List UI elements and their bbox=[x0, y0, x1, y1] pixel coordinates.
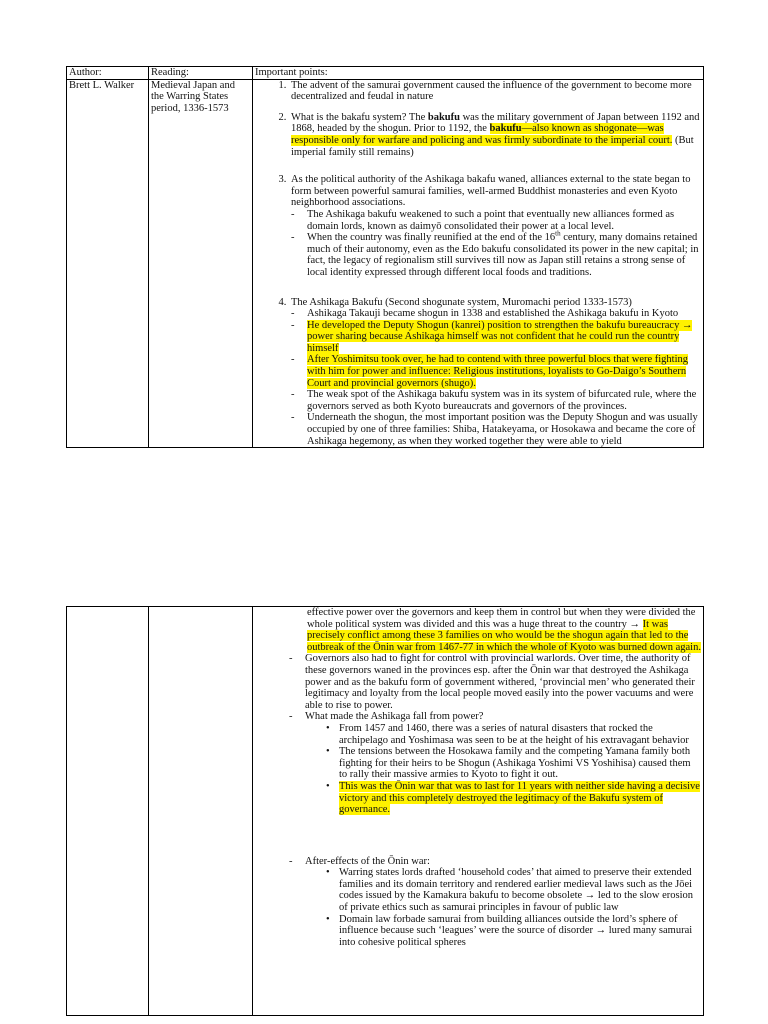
header-row bbox=[67, 67, 704, 80]
notes-table-2 bbox=[66, 606, 704, 1016]
continued-text-a: effective power over the governors and keep them in control but when they were divided the whole political system was divided and this was a huge threat to the country → bbox=[307, 607, 696, 630]
point-4-sub-5: - Underneath the shogun, the most important position was the Deputy Shogun and was usually occupied by one of three families: Shiba, Hatakeyama, or Hosokawa and became the core of Ashikaga hegemony, as when they worked together they were able to yield bbox=[307, 412, 701, 447]
reading-cell: Medieval Japan and the Warring States period, 1336-1573 bbox=[149, 79, 253, 448]
point-4-sub-1: - Ashikaga Takauji became shogun in 1338 and established the Ashikaga bakufu in Kyoto bbox=[307, 308, 701, 320]
header-reading: Reading: bbox=[149, 67, 253, 80]
point-3-sublist bbox=[291, 209, 701, 279]
notes-page-2 bbox=[66, 606, 703, 1016]
fall-from-power-bullets bbox=[305, 723, 701, 816]
point-2-bold-a: bakufu bbox=[427, 111, 460, 123]
point-3-sub-2-sup: th bbox=[555, 229, 561, 238]
content-row-2 bbox=[67, 607, 704, 1016]
point-3-sub-2-a: When the country was finally reunified at the end of the 16 bbox=[307, 232, 556, 244]
point-4-sub-3 bbox=[307, 354, 701, 389]
point-4-sub-4: - The weak spot of the Ashikaga bakufu system was in its system of bifurcated rule, where the governors served as both Kyoto bureaucrats and governors of the provinces. bbox=[307, 389, 701, 412]
point-1-text: The advent of the samurai government caused the influence of the government to become more decentralized and feudal in nature bbox=[291, 79, 692, 103]
point-3-sub-1: - The Ashikaga bakufu weakened to such a point that eventually new alliances formed as domain lords, known as daimyō consolidated their power at a local level. bbox=[307, 209, 701, 232]
fall-from-power-heading: What made the Ashikaga fall from power? bbox=[305, 711, 484, 723]
points-cell-continued bbox=[253, 607, 704, 1016]
header-important-points: Important points: bbox=[253, 67, 704, 80]
point-3-sub-2-b: century, many domains retained much of their autonomy, even as the Edo bakufu consolidated its power in the new capital; in fact, the legacy of regionalism still survives till now as Japan still retains a strong sense of local identity expressed through different local foods and traditions. bbox=[307, 232, 699, 278]
notes-table-1 bbox=[66, 66, 704, 448]
after-bullet-1: • Warring states lords drafted ‘household codes’ that aimed to preserve their extended families and its domain territory and rendered earlier medieval laws such as the Jōei codes issued by the Kamakura bakufu to become obsolete → led to the slow erosion of private ethics such as samurai principles in favour of public law bbox=[339, 867, 701, 913]
points-list bbox=[255, 80, 701, 448]
reading-cell-empty bbox=[149, 607, 253, 1016]
point-2-text-a: What is the bakafu system? The bbox=[291, 111, 428, 123]
point-4-text: The Ashikaga Bakufu (Second shogunate system, Muromachi period 1333-1573) bbox=[291, 296, 632, 308]
point-2-note: (But imperial family still remains) bbox=[291, 134, 694, 158]
fall-bullet-3 bbox=[339, 781, 701, 816]
page-2-sublist bbox=[255, 653, 701, 948]
point-4 bbox=[289, 297, 701, 448]
after-effects-point bbox=[305, 856, 701, 949]
point-4-sublist bbox=[291, 308, 701, 447]
author-cell: Brett L. Walker bbox=[67, 79, 149, 448]
point-4-sub-2 bbox=[307, 320, 701, 355]
point-2-text-b: was the military government of Japan between 1192 and 1868, headed by the shogun. Prior to 1192, the bbox=[291, 111, 700, 135]
point-2 bbox=[289, 112, 701, 158]
after-effects-heading: After-effects of the Ōnin war: bbox=[305, 855, 430, 867]
after-bullet-2: • Domain law forbade samurai from building alliances outside the lord’s sphere of influence because such ‘leagues’ were the source of disorder → lured many samurai into cohesive political spheres bbox=[339, 914, 701, 949]
points-cell bbox=[253, 79, 704, 448]
point-3-sub-2 bbox=[307, 229, 701, 278]
fall-from-power-point bbox=[305, 711, 701, 815]
after-effects-bullets bbox=[305, 867, 701, 948]
fall-bullet-2: • The tensions between the Hosokawa family and the competing Yamana family both fighting for their heirs to be Shogun (Ashikaga Yoshimi VS Yoshihisa) caused them to rally their massive armies to Kyoto to fight it out. bbox=[339, 746, 701, 781]
fall-bullet-3-highlight: This was the Ōnin war that was to last for 11 years with neither side having a decisive victory and this completely destroyed the legitimacy of the Bakufu system of governance. bbox=[339, 780, 700, 816]
point-4-sub-2-highlight: He developed the Deputy Shogun (kanrei) position to strengthen the bakufu bureaucracy → power sharing because Ashikaga himself was not confident that he could run the country himself bbox=[307, 319, 693, 354]
point-3 bbox=[289, 174, 701, 278]
spacer bbox=[305, 816, 701, 856]
point-2-highlight: —also known as shogonate—was responsible only for warfare and policing and was firmly subordinate to the imperial court. bbox=[291, 123, 673, 146]
fall-bullet-1: • From 1457 and 1460, there was a series of natural disasters that rocked the archipelago and Yoshimasa was seen to be at the height of his extravagant behavior bbox=[339, 723, 701, 746]
point-3-text: As the political authority of the Ashikaga bakafu waned, alliances external to the state began to form between powerful samurai families, well-armed Buddhist monasteries and even Kyoto neighborhood associations. bbox=[291, 174, 691, 209]
governors-point: - Governors also had to fight for control with provincial warlords. Over time, the authority of these governors waned in the provinces esp. after the Ōnin war that destroyed the Ashikaga power and as the bakufu form of government withered, ‘provincial men’ who generated their legitimacy and loyalty from the local people moved easily into the power vacuums and were able to rise to power. bbox=[305, 653, 701, 711]
header-author: Author: bbox=[67, 67, 149, 80]
notes-page-1 bbox=[66, 66, 703, 448]
point-2-bold-b: bakufu bbox=[489, 123, 522, 135]
point-4-sub-3-highlight: After Yoshimitsu took over, he had to contend with three powerful blocs that were fighting with him for power and influence: Religious institutions, loyalists to Go-Daigo’s Southern Court and provincial governors (shugo). bbox=[307, 354, 689, 389]
continued-text bbox=[255, 607, 701, 653]
author-cell-empty bbox=[67, 607, 149, 1016]
content-row bbox=[67, 79, 704, 448]
point-1 bbox=[289, 80, 701, 103]
continued-text-highlight: It was precisely conflict among these 3 families on who would be the shogun again that led to the outbreak of the Ōnin war from 1467-77 in which the whole of Kyoto was burned down again. bbox=[307, 618, 701, 653]
